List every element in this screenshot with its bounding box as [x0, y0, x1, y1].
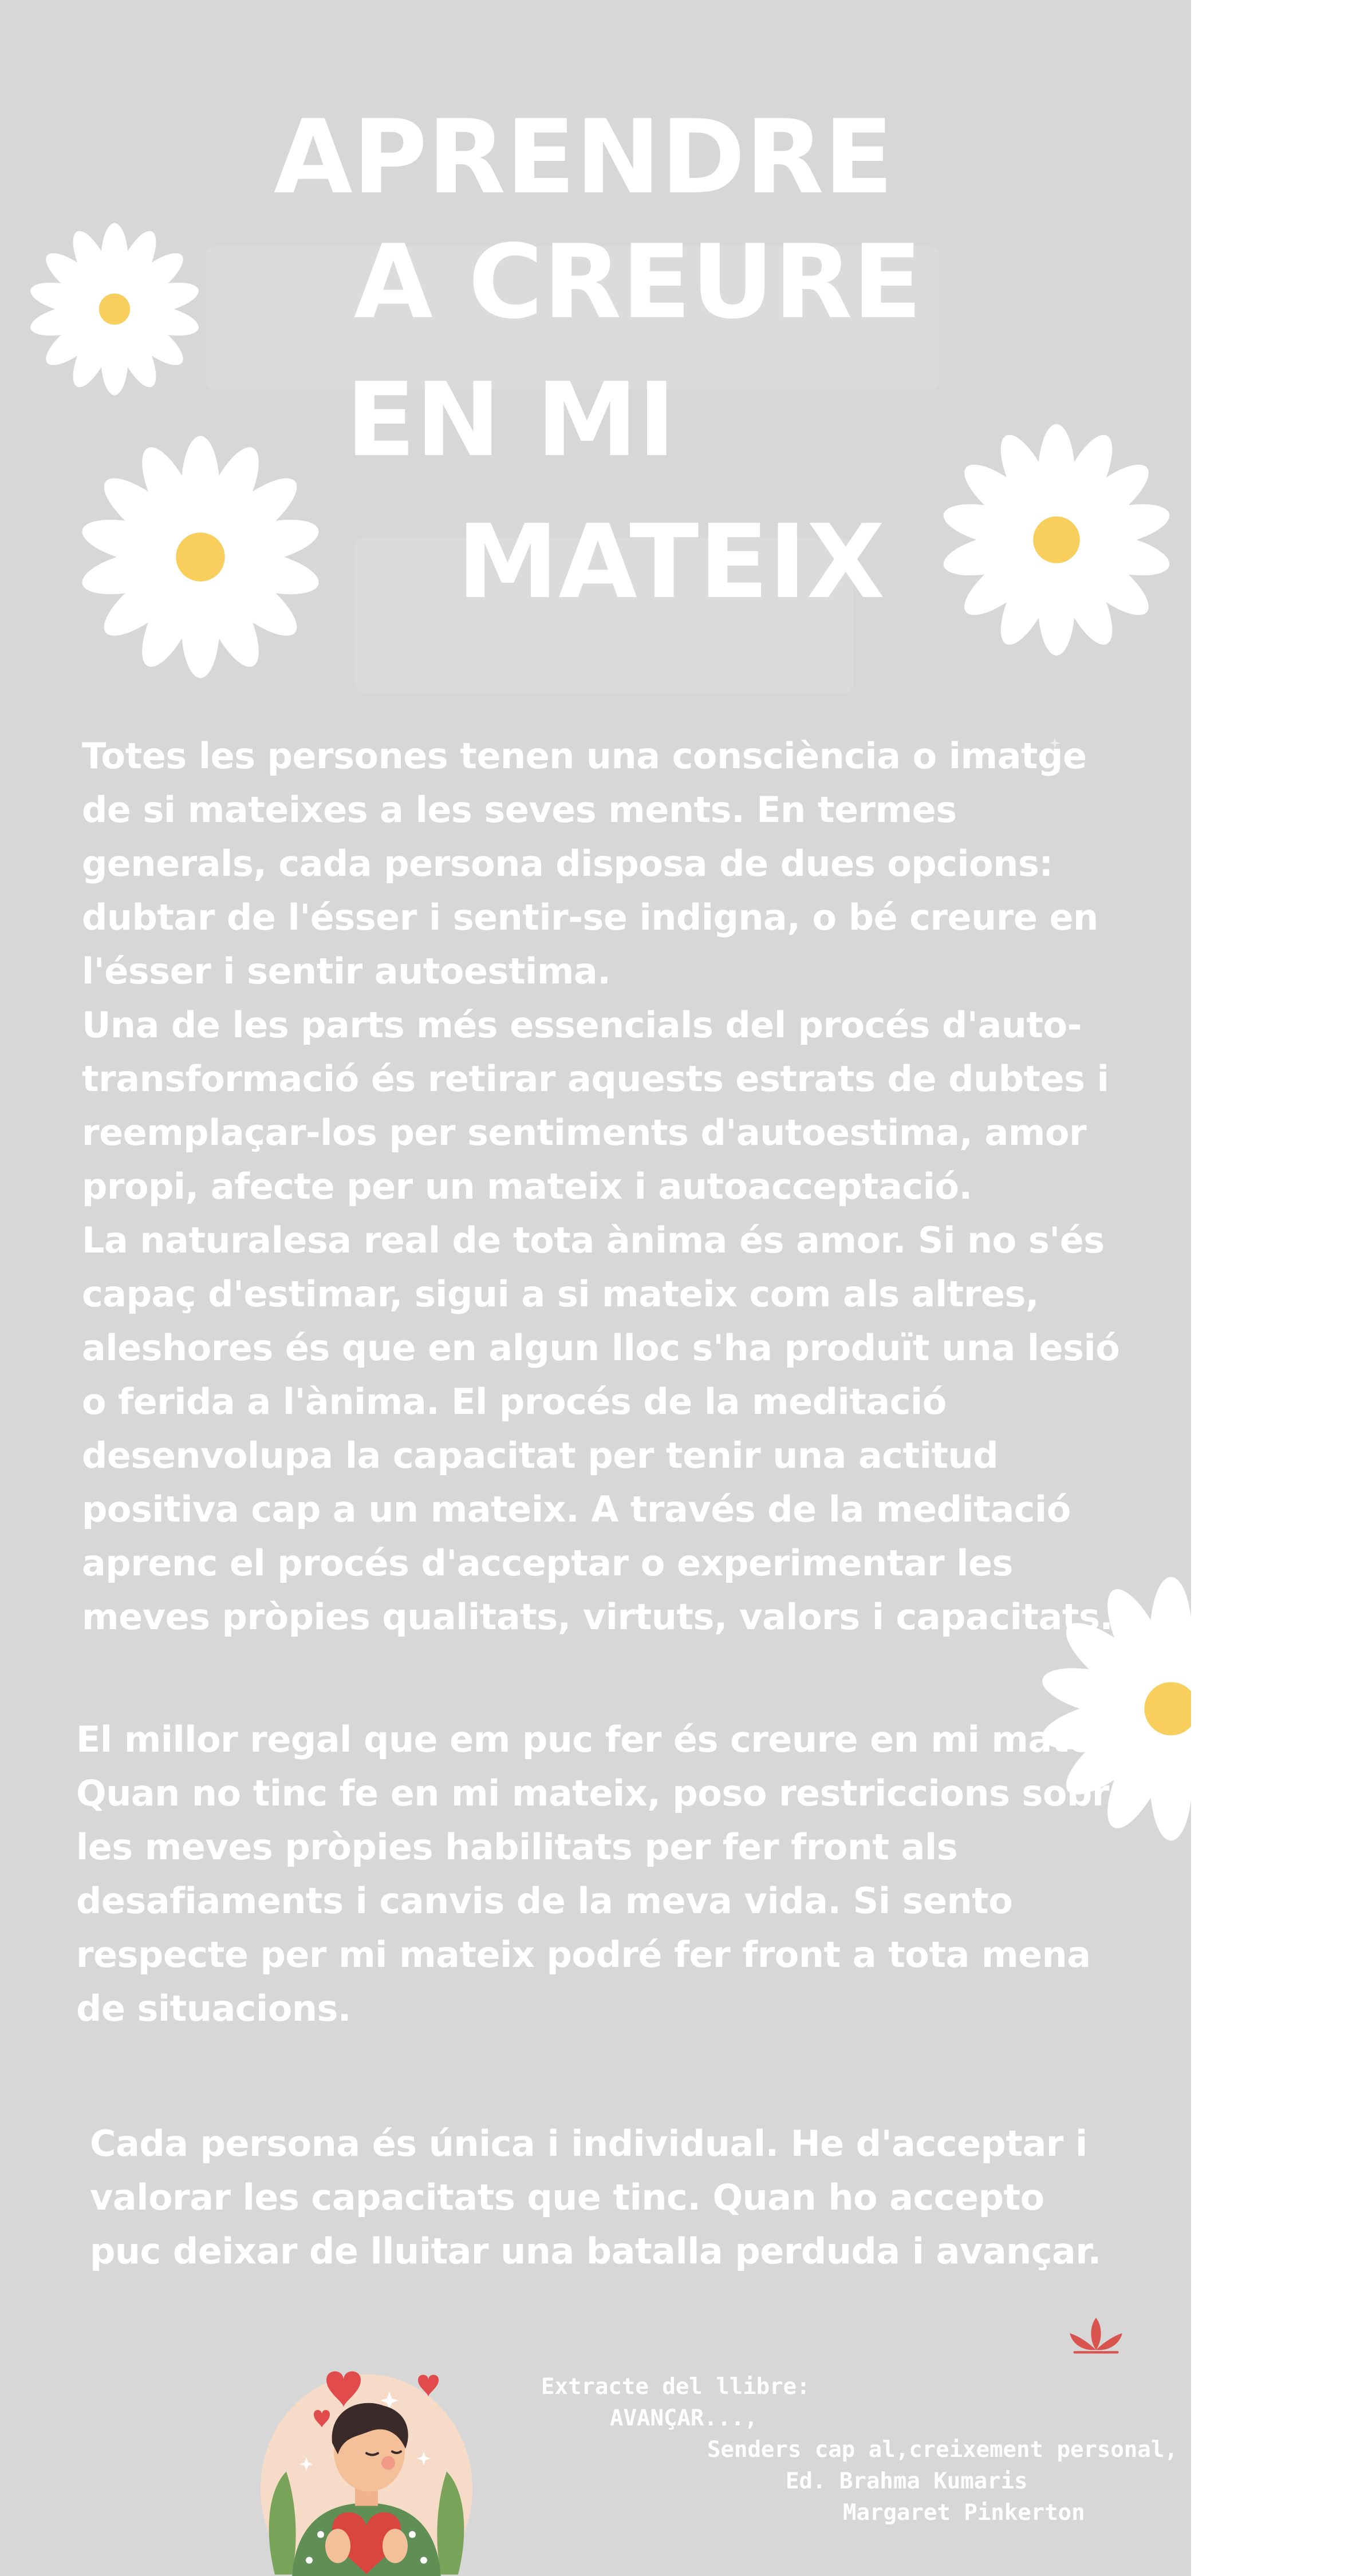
paragraph-3 [90, 2117, 1101, 2278]
credit-line: Ed. Brahma Kumaris [786, 2468, 1028, 2494]
text-line: respecte per mi mateix podré fer front a tota mena [76, 1934, 1091, 1976]
title-line-4: MATEIX [457, 503, 885, 621]
text-line: dubtar de l'ésser i sentir-se indigna, o bé creure en [82, 896, 1098, 938]
daisy-icon [933, 417, 1180, 663]
text-line: Cada persona és única i individual. He d'acceptar i [90, 2123, 1087, 2164]
text-line: reemplaçar-los per sentiments d'autoestima, amor [82, 1112, 1087, 1153]
paragraph-2 [76, 1713, 1140, 2036]
title-line-3: EN MI [346, 361, 676, 479]
text-line: capaç d'estimar, sigui a si mateix com als altres, [82, 1273, 1039, 1315]
text-line: les meves pròpies habilitats per fer front als [76, 1826, 958, 1868]
text-line: de situacions. [76, 1988, 351, 2029]
text-line: l'ésser i sentir autoestima. [82, 950, 611, 992]
lotus-icon [1066, 2313, 1126, 2355]
text-line: aprenc el procés d'acceptar o experimentar les [82, 1542, 1013, 1584]
title-line-2: A CREURE [354, 223, 922, 341]
text-line: generals, cada persona disposa de dues opcions: [82, 843, 1053, 884]
credit-line: Senders cap al,creixement personal, [707, 2437, 1178, 2463]
daisy-icon [72, 428, 329, 686]
credit-line: Margaret Pinkerton [843, 2500, 1085, 2526]
daisy-icon [23, 218, 206, 401]
text-line: transformació és retirar aquests estrats de dubtes i [82, 1058, 1109, 1100]
text-line: aleshores és que en algun lloc s'ha produït una lesió [82, 1327, 1120, 1369]
text-line: meves pròpies qualitats, virtuts, valors i capacitats. [82, 1596, 1113, 1638]
text-line: Quan no tinc fe en mi mateix, poso restriccions sobre [76, 1772, 1133, 1814]
text-line: de si mateixes a les seves ments. En termes [82, 789, 957, 831]
text-line: o ferida a l'ànima. El procés de la meditació [82, 1381, 947, 1423]
text-line: Una de les parts més essencials del procés d'auto- [82, 1004, 1082, 1046]
paragraph-1 [82, 729, 1119, 1644]
person-hugging-heart-icon [252, 2356, 481, 2576]
text-line: Totes les persones tenen una consciència o imatge [82, 735, 1087, 777]
text-line: desafiaments i canvis de la meva vida. Si sento [76, 1880, 1013, 1922]
title-line-1: APRENDRE [274, 98, 894, 216]
credit-line: Extracte del llibre: [541, 2374, 810, 2400]
text-line: positiva cap a un mateix. A través de la meditació [82, 1488, 1071, 1530]
text-line: puc deixar de lluitar una batalla perduda i avançar. [90, 2230, 1101, 2272]
text-line: La naturalesa real de tota ànima és amor. Si no s'és [82, 1219, 1105, 1261]
credit-line: AVANÇAR..., [610, 2405, 758, 2431]
text-line: desenvolupa la capacitat per tenir una actitud [82, 1435, 999, 1476]
text-line: El millor regal que em puc fer és creure en mi mateix. [76, 1718, 1140, 1760]
text-line: propi, afecte per un mateix i autoacceptació. [82, 1165, 972, 1207]
text-line: valorar les capacitats que tinc. Quan ho accepto [90, 2176, 1044, 2218]
